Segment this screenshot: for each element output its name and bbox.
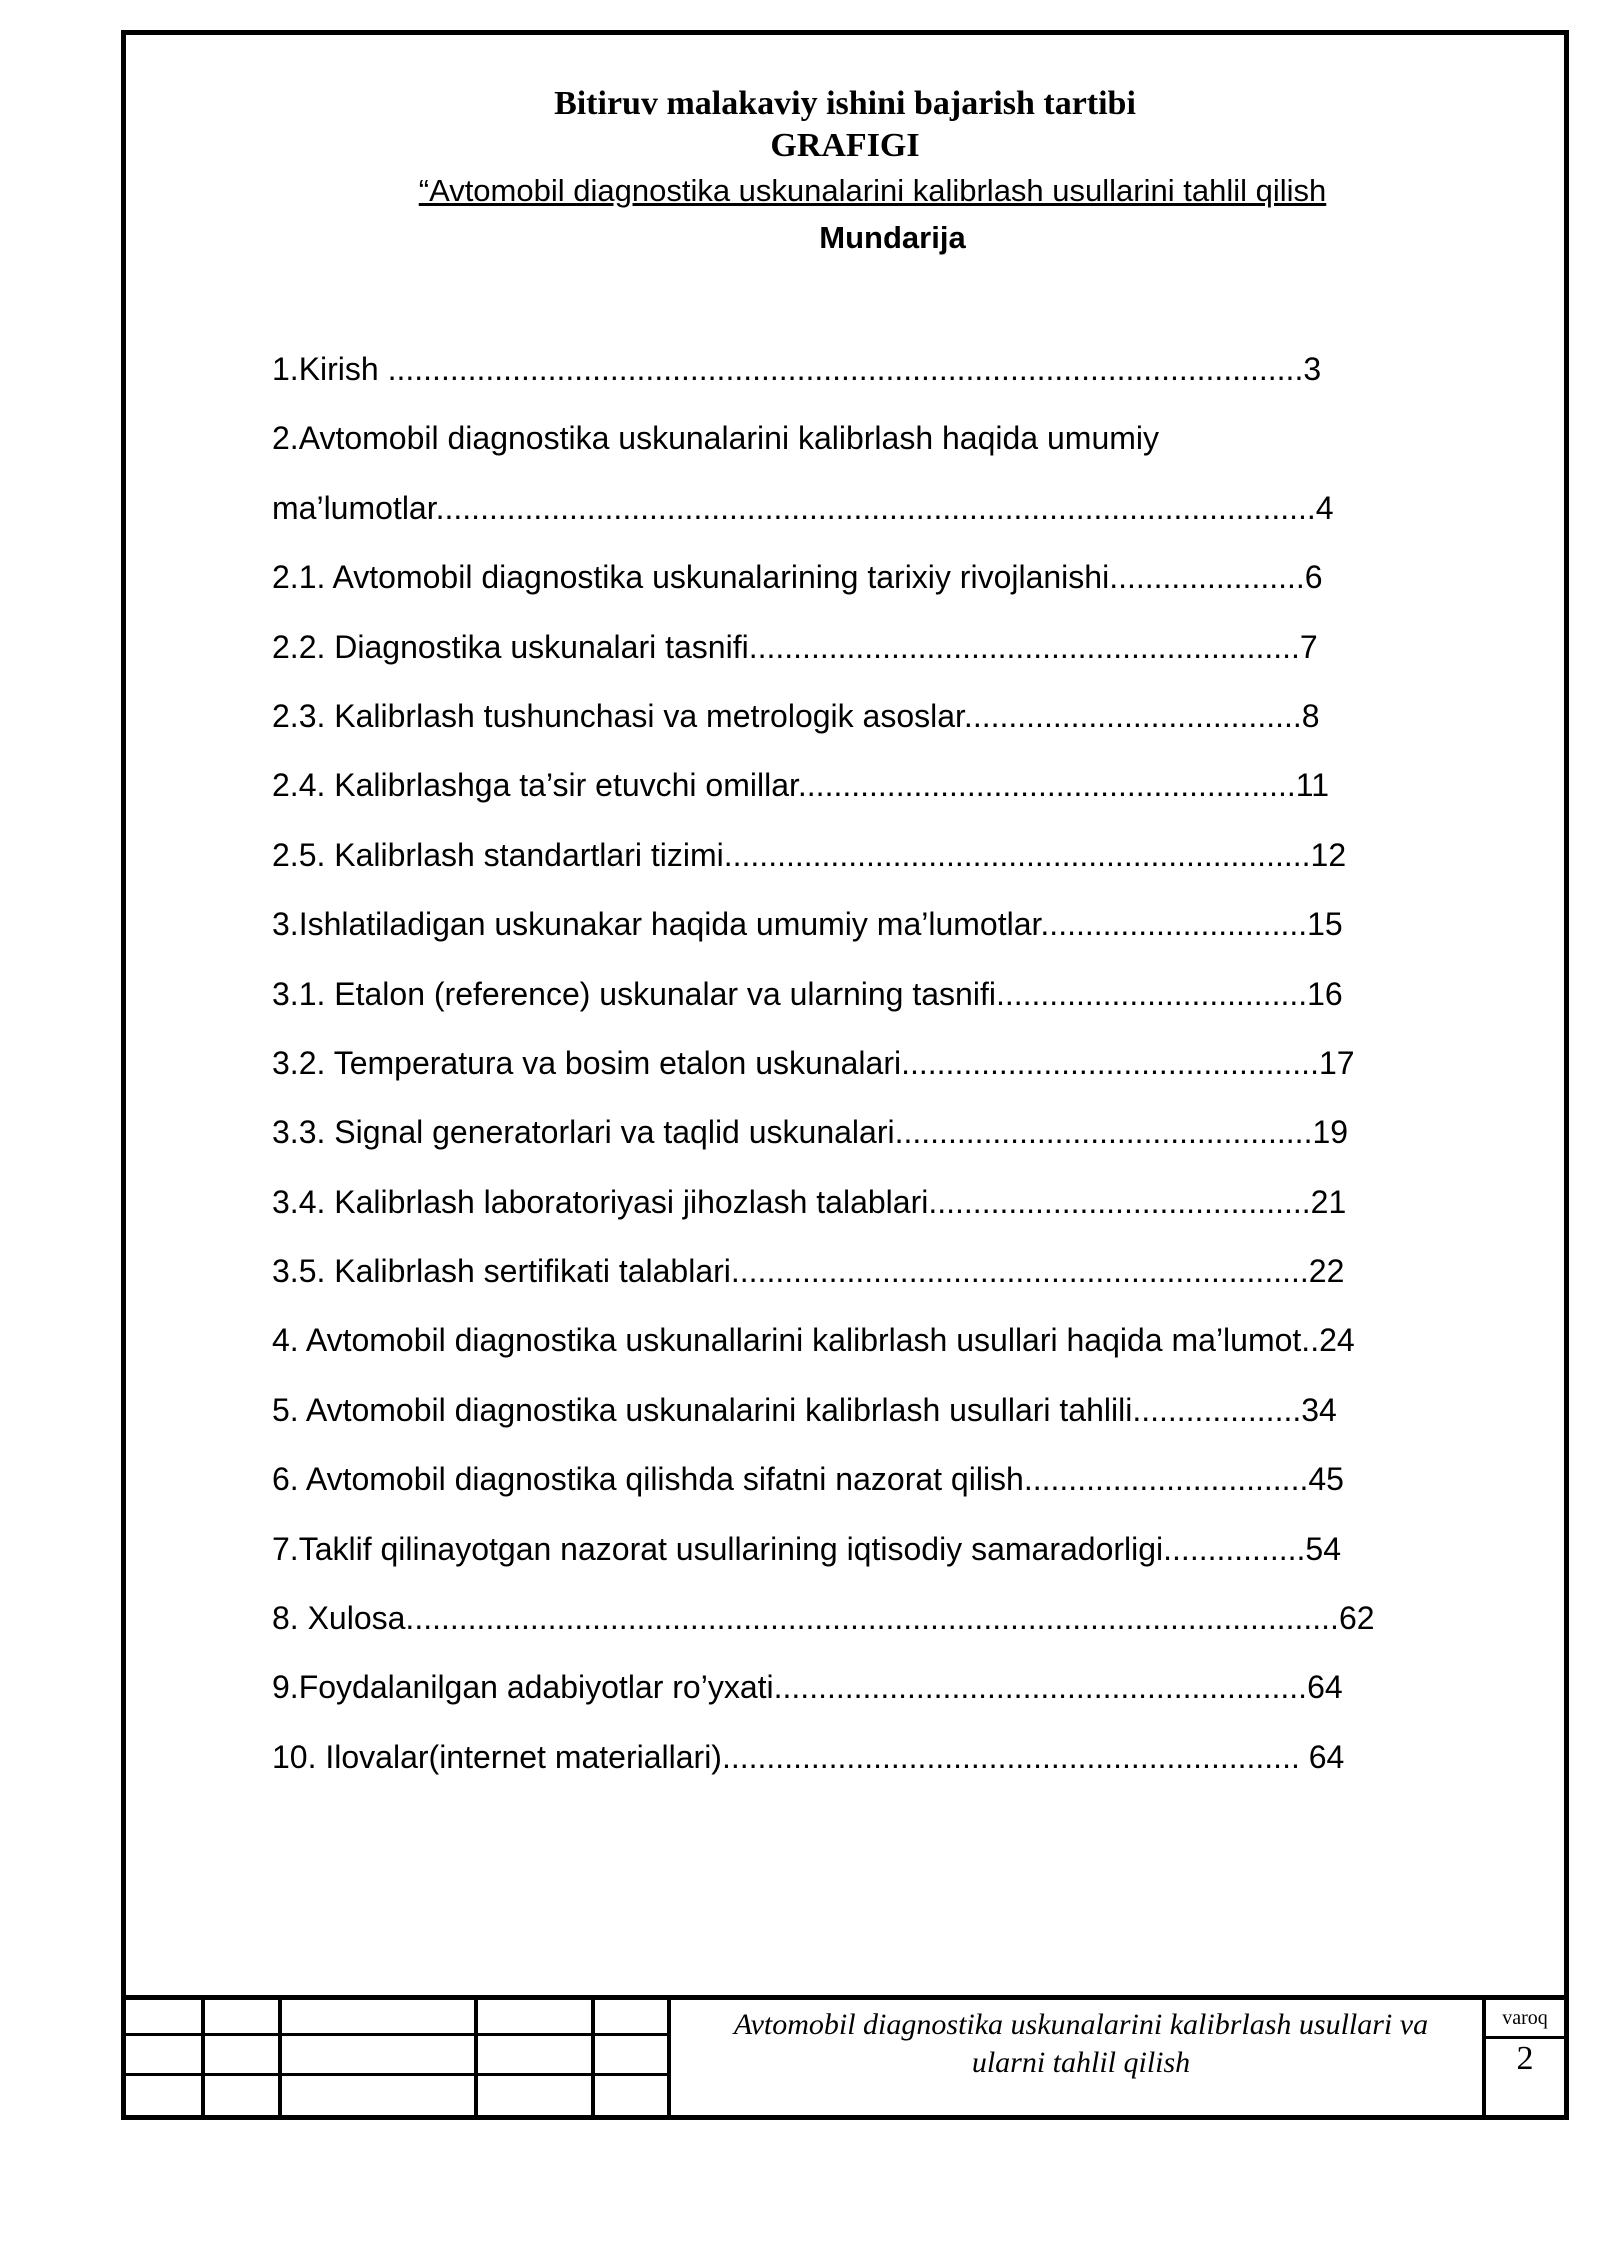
toc-entry: 2.3. Kalibrlash tushunchasi va metrologik asoslar......................................8 [272, 697, 1320, 734]
stamp-title [681, 2006, 1481, 2082]
stamp-divider [591, 2000, 595, 2115]
stamp-row-line [126, 2073, 671, 2076]
toc-entry: 2.2. Diagnostika uskunalari tasnifi..............................................................7 [272, 628, 1318, 665]
toc-entry: 2.Avtomobil diagnostika uskunalarini kalibrlash haqida umumiy [272, 420, 1159, 457]
title-block-stamp [126, 1995, 1564, 2115]
toc-entry: 8. Xulosa.........................................................................................................62 [272, 1600, 1375, 1637]
toc-entry: 3.4. Kalibrlash laboratoriyasi jihozlash talablari...........................................21 [272, 1183, 1347, 1220]
stamp-title-line1: Avtomobil diagnostika uskunalarini kalibrlash usullari va [733, 2008, 1429, 2041]
stamp-divider [667, 2000, 671, 2115]
sheet-label: varoq [1486, 2000, 1564, 2039]
topic-line [126, 173, 1564, 209]
stamp-divider [474, 2000, 478, 2115]
sheet-number: 2 [1516, 2040, 1534, 2077]
stamp-grid [126, 2000, 671, 2115]
sheet-box [1482, 2000, 1564, 2115]
toc-entry: 3.Ishlatiladigan uskunakar haqida umumiy ma’lumotlar..............................15 [272, 906, 1343, 943]
toc-heading: Mundarija [819, 220, 966, 255]
toc-entry: 3.2. Temperatura va bosim etalon uskunalari...............................................17 [272, 1044, 1355, 1081]
toc-entry: 10. Ilovalar(internet materiallari)................................................................. 64 [272, 1738, 1345, 1775]
toc-entry: 7.Taklif qilinayotgan nazorat usullarining iqtisodiy samaradorligi................54 [272, 1530, 1341, 1567]
toc-entry: 2.4. Kalibrlashga ta’sir etuvchi omillar........................................................11 [272, 767, 1329, 804]
topic-text: “Avtomobil diagnostika uskunalarini kalibrlash usullarini tahlil qilish [418, 173, 1327, 208]
toc-entry: 3.1. Etalon (reference) uskunalar va ularning tasnifi...................................16 [272, 975, 1343, 1012]
heading-line1: Bitiruv malakaviy ishini bajarish tartibi [554, 85, 1136, 122]
toc-entry: 6. Avtomobil diagnostika qilishda sifatni nazorat qilish................................45 [272, 1461, 1344, 1498]
toc-entry: 3.3. Signal generatorlari va taqlid uskunalari...............................................19 [272, 1114, 1349, 1151]
table-of-contents [272, 335, 1462, 1792]
toc-entry: 5. Avtomobil diagnostika uskunalarini kalibrlash usullari tahlili...................34 [272, 1391, 1337, 1428]
heading-line2: GRAFIGI [770, 127, 920, 164]
toc-entry: 4. Avtomobil diagnostika uskunallarini kalibrlash usullari haqida ma’lumot..24 [272, 1322, 1355, 1359]
toc-entry: ma’lumotlar...................................................................................................4 [272, 489, 1334, 526]
page-frame [121, 30, 1569, 2120]
stamp-title-line2: ularni tahlil qilish [971, 2046, 1191, 2079]
toc-entry: 2.1. Avtomobil diagnostika uskunalarining tarixiy rivojlanishi......................6 [272, 559, 1323, 596]
stamp-row-line [126, 2033, 671, 2036]
stamp-divider [201, 2000, 205, 2115]
stamp-divider [278, 2000, 282, 2115]
toc-entry: 2.5. Kalibrlash standartlari tizimi..................................................................12 [272, 836, 1347, 873]
toc-entry: 1.Kirish .......................................................................................................3 [272, 351, 1322, 387]
toc-entry: 3.5. Kalibrlash sertifikati talablari.................................................................22 [272, 1253, 1345, 1290]
toc-entry: 9.Foydalanilgan adabiyotlar ro’yxati............................................................64 [272, 1669, 1343, 1706]
